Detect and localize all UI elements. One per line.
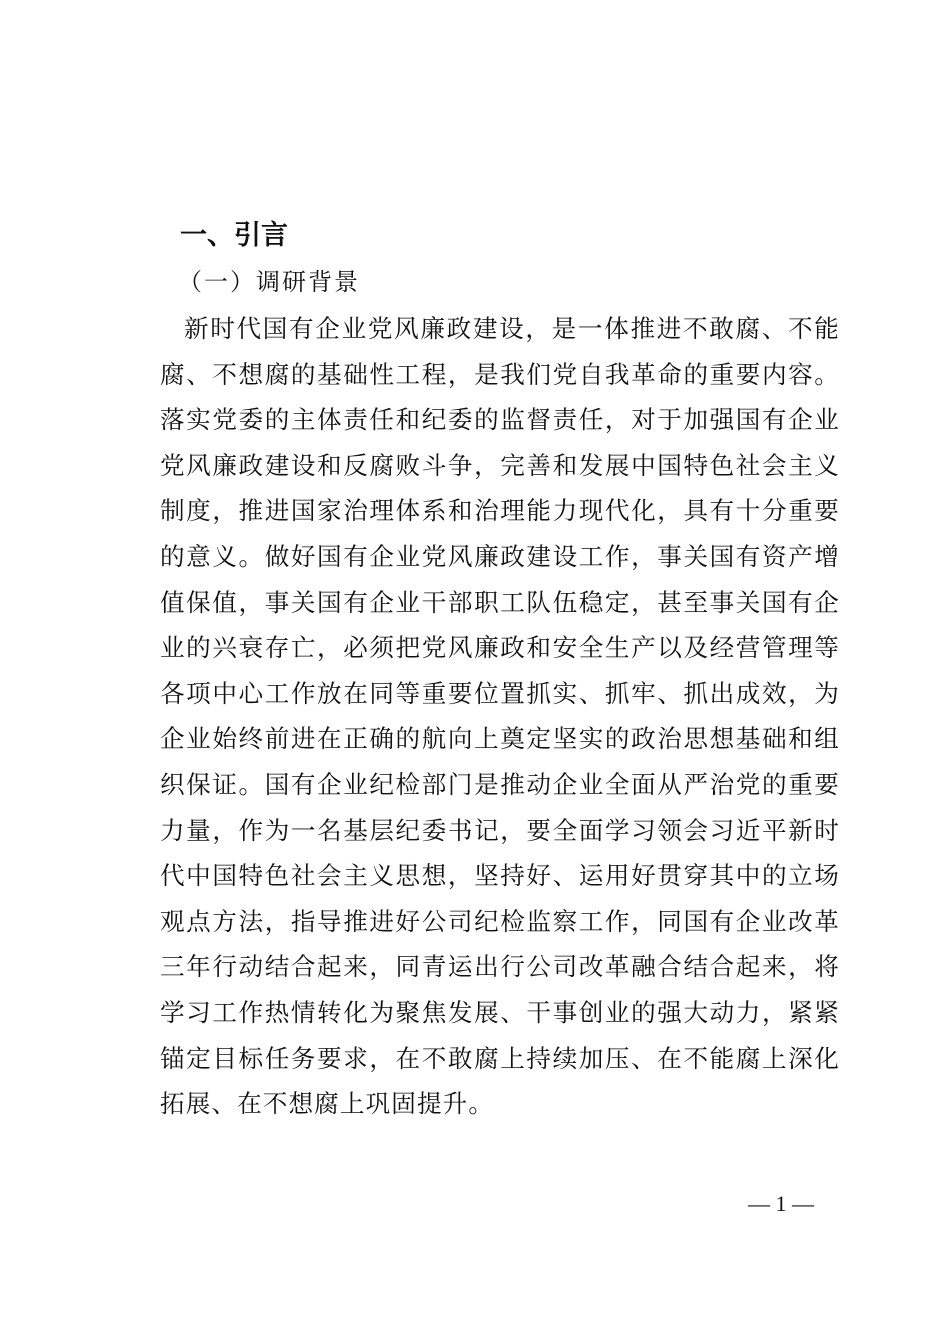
body-paragraph: 新时代国有企业党风廉政建设，是一体推进不敢腐、不能腐、不想腐的基础性工程，是我们党自我革命的重要内容。落实党委的主体责任和纪委的监督责任，对于加强国有企业党风廉政建设和反腐败斗争，完善和发展中国特色社会主义制度，推进国家治理体系和治理能力现代化，具有十分重要的意义。做好国有企业党风廉政建设工作，事关国有资产增值保值，事关国有企业干部职工队伍稳定，甚至事关国有企业的兴衰存亡，必须把党风廉政和安全生产以及经营管理等各项中心工作放在同等重要位置抓实、抓牢、抓出成效，为企业始终前进在正确的航向上奠定坚实的政治思想基础和组织保证。国有企业纪检部门是推动企业全面从严治党的重要力量，作为一名基层纪委书记，要全面学习领会习近平新时代中国特色社会主义思想，坚持好、运用好贯穿其中的立场观点方法，指导推进好公司纪检监察工作，同国有企业改革三年行动结合起来，同青运出行公司改革融合结合起来，将学习工作热情转化为聚焦发展、干事创业的强大动力，紧紧锚定目标任务要求，在不敢腐上持续加压、在不能腐上深化拓展、在不想腐上巩固提升。 [160,314,840,1119]
page-number: — 1 — [748,1191,814,1216]
section-heading: 一、引言 [180,220,288,251]
subsection-heading: （一）调研背景 [178,268,360,296]
